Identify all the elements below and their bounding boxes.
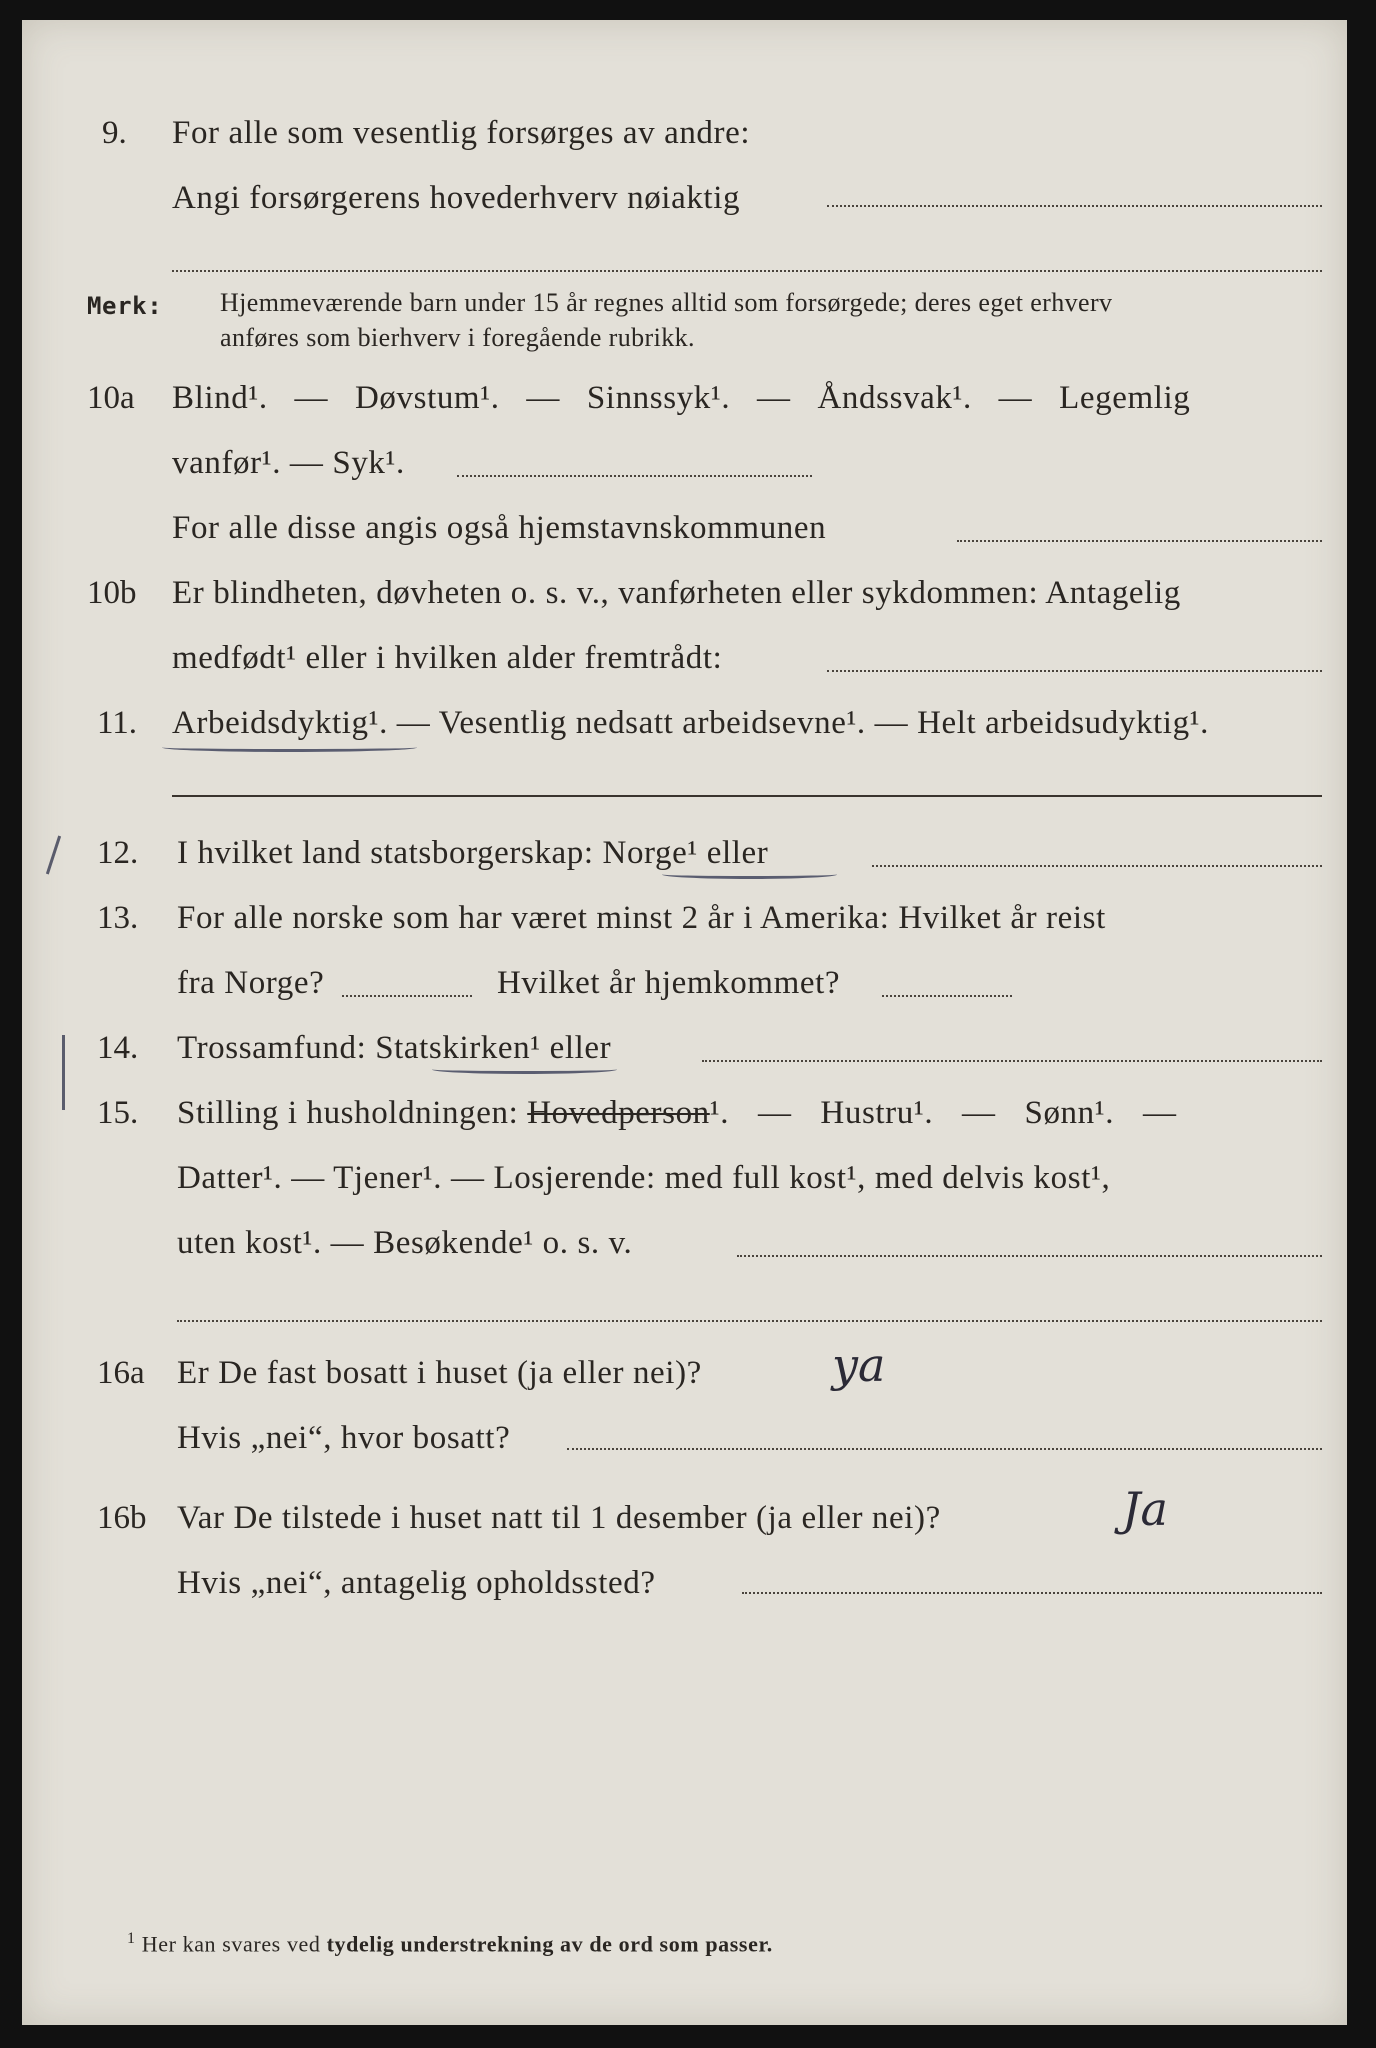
q15-question — [177, 1095, 1177, 1132]
q16a-question: Er De fast bosatt i huset (ja eller nei)? — [177, 1355, 702, 1391]
q15-prefix: Stilling i husholdningen: — [177, 1095, 519, 1131]
q15-answer-line-2[interactable] — [177, 1320, 1322, 1322]
q10b-question-2: medfødt¹ eller i hvilken alder fremtrådt: — [172, 640, 723, 676]
note-label: Merk: — [87, 292, 163, 320]
q16b-question: Var De tilstede i huset natt til 1 desember (ja eller nei)? — [177, 1500, 941, 1536]
q16b-answer-line[interactable] — [742, 1592, 1322, 1594]
q15-options-2: Datter¹. — Tjener¹. — Losjerende: med full kost¹, med delvis kost¹, — [177, 1160, 1111, 1196]
q12-answer-line[interactable] — [872, 865, 1322, 867]
q13-question: For alle norske som har været minst 2 år i Amerika: Hvilket år reist — [177, 900, 1106, 936]
q15-number: 15. — [97, 1095, 139, 1131]
q12-question: I hvilket land statsborgerskap: Norge¹ eller — [177, 835, 769, 871]
q13-return-line[interactable] — [882, 995, 1012, 997]
q15-struck-option: Hovedperson — [527, 1095, 710, 1131]
q9-question: For alle som vesentlig forsørges av andre: — [172, 115, 751, 151]
q9-instruction: Angi forsørgerens hovederhverv nøiaktig — [172, 180, 741, 216]
q14-question: Trossamfund: Statskirken¹ eller — [177, 1030, 612, 1066]
q10a-instruction: For alle disse angis også hjemstavnskommunen — [172, 510, 827, 546]
q9-answer-line-2[interactable] — [172, 270, 1322, 272]
q15-answer-line[interactable] — [737, 1255, 1322, 1257]
q14-pencil-underline — [432, 1065, 617, 1074]
note-text-2: anføres som bierhverv i foregående rubrikk. — [220, 323, 695, 352]
q9-answer-line[interactable] — [827, 205, 1322, 207]
footnote — [127, 1930, 773, 1957]
note-text-1: Hjemmeværende barn under 15 år regnes alltid som forsørgede; deres eget erhverv — [220, 288, 1113, 317]
q13-return-label: Hvilket år hjemkommet? — [497, 965, 841, 1001]
q12-number: 12. — [97, 835, 139, 871]
q11-options: Arbeidsdyktig¹. — Vesentlig nedsatt arbeidsevne¹. — Helt arbeidsudyktig¹. — [172, 705, 1210, 741]
footnote-bold-text: tydelig understrekning av de ord som passer. — [326, 1931, 773, 1957]
q11-pencil-underline — [162, 743, 417, 752]
q13-departure-line[interactable] — [342, 995, 472, 997]
q10a-hometown-line[interactable] — [957, 540, 1322, 542]
check-mark-q12 — [46, 836, 61, 875]
q10b-question: Er blindheten, døvheten o. s. v., vanførheten eller sykdommen: Antagelig — [172, 575, 1181, 611]
q10a-options: Blind¹. — Døvstum¹. — Sinnssyk¹. — Åndssvak¹. — Legemlig — [172, 380, 1191, 416]
q10a-number: 10a — [87, 380, 135, 416]
q10b-number: 10b — [87, 575, 137, 611]
q15-options: ¹. — Hustru¹. — Sønn¹. — — [709, 1095, 1177, 1131]
q12-pencil-underline — [662, 870, 837, 879]
q13-departure-label: fra Norge? — [177, 965, 325, 1001]
q11-number: 11. — [97, 705, 138, 741]
q16a-answer-line[interactable] — [567, 1448, 1322, 1450]
q15-options-3: uten kost¹. — Besøkende¹ o. s. v. — [177, 1225, 633, 1261]
form-page — [22, 20, 1347, 2025]
margin-pencil-mark — [62, 1035, 65, 1110]
footnote-mark: 1 — [127, 1930, 136, 1947]
q16a-followup: Hvis „nei“, hvor bosatt? — [177, 1420, 511, 1456]
q10a-answer-line[interactable] — [457, 475, 812, 477]
q14-answer-line[interactable] — [702, 1060, 1322, 1062]
q16b-number: 16b — [97, 1500, 147, 1536]
q9-number: 9. — [102, 115, 127, 151]
q14-number: 14. — [97, 1030, 139, 1066]
q16a-handwritten-answer: ya — [832, 1338, 886, 1392]
q16a-number: 16a — [97, 1355, 145, 1391]
q11-answer-line[interactable] — [172, 795, 1322, 797]
q10a-options-2: vanfør¹. — Syk¹. — [172, 445, 405, 481]
q16b-followup: Hvis „nei“, antagelig opholdssted? — [177, 1565, 656, 1601]
footnote-text: Her kan svares ved — [141, 1931, 321, 1957]
q10b-answer-line[interactable] — [827, 670, 1322, 672]
q13-number: 13. — [97, 900, 139, 936]
q16b-handwritten-answer: Ja — [1122, 1482, 1168, 1536]
